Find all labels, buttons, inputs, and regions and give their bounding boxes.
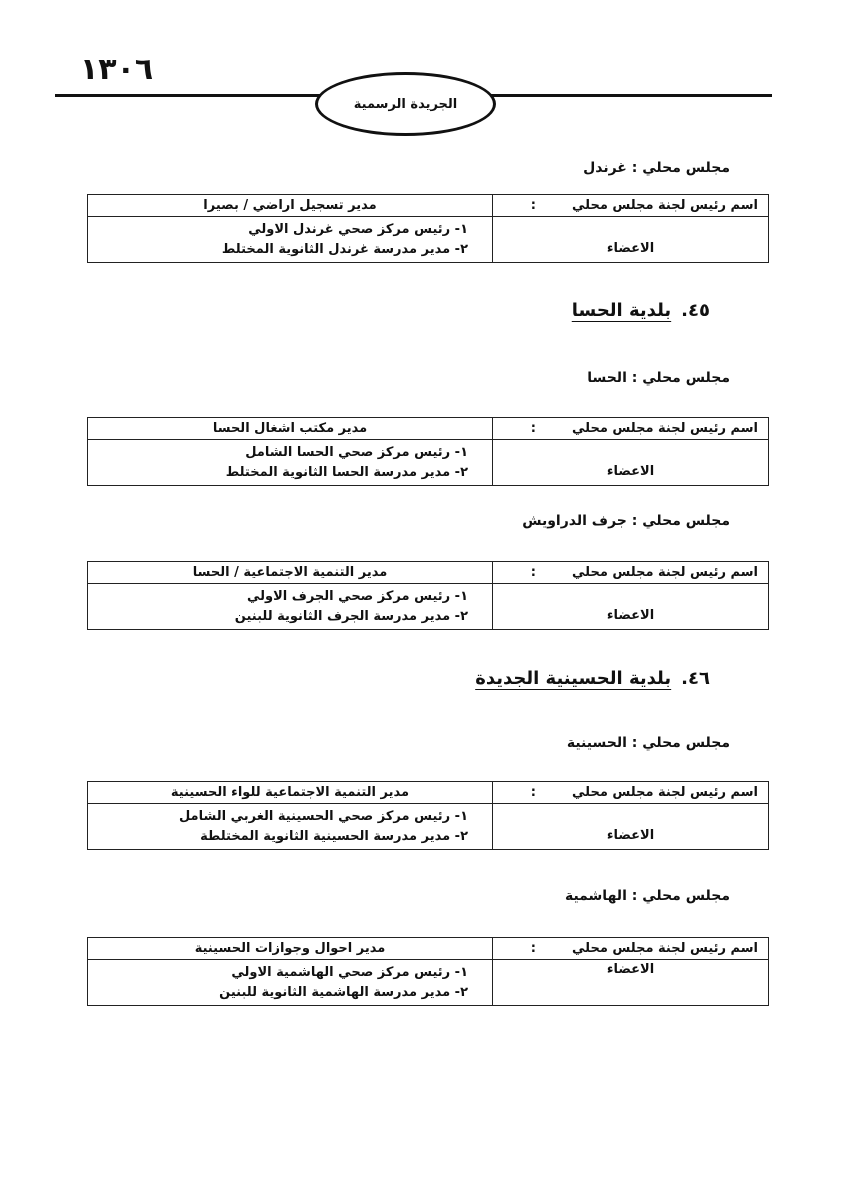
council-table [87, 937, 769, 1006]
member-item: ١- رئيس مركز صحي الحسينية الغربي الشامل [178, 808, 468, 824]
members-list [88, 440, 493, 486]
head-label-cell: اسم رئيس لجنة مجلس محلي: [493, 782, 769, 804]
council-title: مجلس محلي : الهاشمية [564, 888, 730, 904]
section-number: ٤٦. [681, 668, 710, 689]
council-table [87, 417, 769, 486]
section-heading [475, 668, 710, 689]
members-label: الاعضاء [493, 217, 769, 263]
council-table [87, 561, 769, 630]
head-value: مدير التنمية الاجتماعية للواء الحسينية [88, 782, 493, 804]
member-item: ٢- مدير مدرسة غرندل الثانوية المختلط [221, 241, 468, 257]
head-label-cell: اسم رئيس لجنة مجلس محلي: [493, 938, 769, 960]
council-title: مجلس محلي : غرندل [583, 160, 730, 176]
council-table [87, 194, 769, 263]
gazette-title: الجريدة الرسمية [353, 96, 458, 112]
council-title: مجلس محلي : جرف الدراويش [522, 513, 730, 529]
members-list [88, 217, 493, 263]
member-item: ١- رئيس مركز صحي الهاشمية الاولي [231, 964, 468, 980]
member-item: ٢- مدير مدرسة الحسا الثانوية المختلط [225, 464, 468, 480]
section-number: ٤٥. [681, 300, 710, 321]
member-item: ٢- مدير مدرسة الجرف الثانوية للبنين [234, 608, 468, 624]
page-number: ١٣٠٦ [80, 52, 154, 87]
head-value: مدير احوال وجوازات الحسينية [88, 938, 493, 960]
section-heading [572, 300, 710, 321]
head-label-cell: اسم رئيس لجنة مجلس محلي: [493, 418, 769, 440]
members-list [88, 584, 493, 630]
head-label-cell: اسم رئيس لجنة مجلس محلي: [493, 562, 769, 584]
head-value: مدير تسجيل اراضي / بصيرا [88, 195, 493, 217]
head-label-cell: اسم رئيس لجنة مجلس محلي: [493, 195, 769, 217]
gazette-title-oval [315, 72, 496, 136]
members-label: الاعضاء [493, 804, 769, 850]
section-title: بلدية الحسينية الجديدة [475, 668, 672, 689]
member-item: ١- رئيس مركز صحي غرندل الاولي [248, 221, 468, 237]
members-label: الاعضاء [493, 960, 769, 1006]
head-value: مدير التنمية الاجتماعية / الحسا [88, 562, 493, 584]
council-table [87, 781, 769, 850]
member-item: ٢- مدير مدرسة الهاشمية الثانوية للبنين [219, 984, 468, 1000]
members-list [88, 804, 493, 850]
member-item: ١- رئيس مركز صحي الحسا الشامل [245, 444, 468, 460]
members-label: الاعضاء [493, 440, 769, 486]
member-item: ١- رئيس مركز صحي الجرف الاولي [246, 588, 468, 604]
member-item: ٢- مدير مدرسة الحسينية الثانوية المختلطة [200, 828, 468, 844]
members-label: الاعضاء [493, 584, 769, 630]
section-title: بلدية الحسا [571, 300, 672, 321]
head-value: مدير مكتب اشغال الحسا [88, 418, 493, 440]
members-list [88, 960, 493, 1006]
council-title: مجلس محلي : الحسينية [566, 735, 730, 751]
council-title: مجلس محلي : الحسا [587, 370, 730, 386]
